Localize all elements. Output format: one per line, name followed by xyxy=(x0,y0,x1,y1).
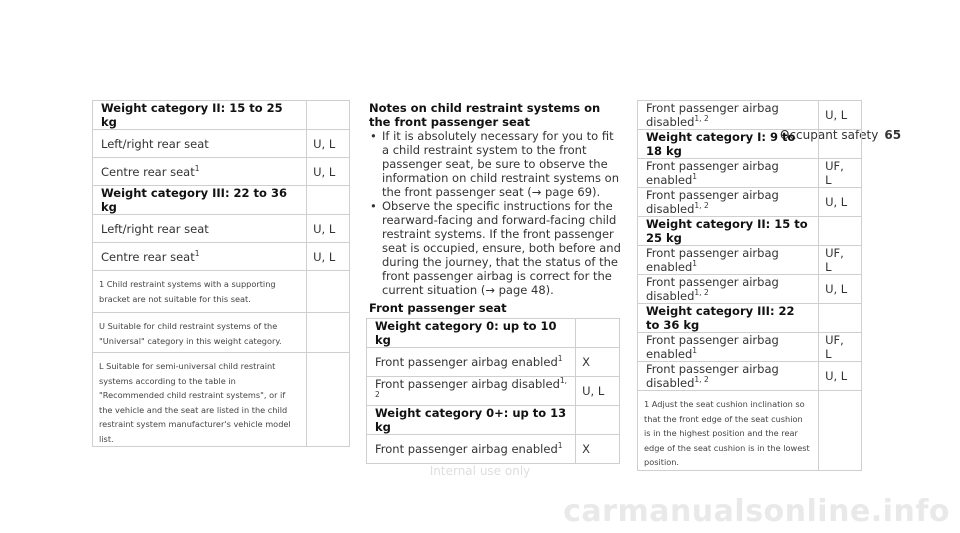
footnote-ref: 1, 2 xyxy=(694,114,709,124)
table-row xyxy=(638,188,862,217)
table-row-header xyxy=(93,186,350,215)
footnote-row xyxy=(93,313,350,353)
footnote-ref: 1 xyxy=(557,354,563,364)
suitability-value: U, L xyxy=(307,130,350,158)
note-bullet: • Observe the specific instructions for the rearward-facing and forward-facing child restraint systems. If the front passenger seat is occupied, ensure, both before and during the journey, that the status of the front passenger airbag is correct for the current situation (→ page 48). xyxy=(369,199,621,297)
footnote-ref: 1 xyxy=(194,163,200,173)
category-heading: Weight category I: 9 to 18 kg xyxy=(638,130,819,159)
airbag-status-label: Front passenger airbag enabled xyxy=(375,355,558,369)
airbag-status-label: Front passenger airbag enabled xyxy=(646,333,779,361)
table-row-header xyxy=(367,406,620,435)
table-row-header xyxy=(638,217,862,246)
table-row xyxy=(93,243,350,271)
suitability-value: U, L xyxy=(819,362,862,391)
airbag-status-label: Front passenger airbag disabled xyxy=(375,377,560,391)
footnote-ref: 1, 2 xyxy=(375,376,568,400)
table-row xyxy=(367,435,620,464)
suitability-value: UF, L xyxy=(819,246,862,275)
footnote-ref: 1, 2 xyxy=(694,288,709,298)
footnote-text: U Suitable for child restraint systems of the "Universal" category in this weight category. xyxy=(93,313,307,353)
airbag-status-label: Front passenger airbag enabled xyxy=(646,246,779,274)
category-heading: Weight category 0: up to 10 kg xyxy=(367,319,576,348)
table-row xyxy=(638,246,862,275)
airbag-status-label: Front passenger airbag disabled xyxy=(646,101,779,129)
footnote-ref: 1, 2 xyxy=(694,375,709,385)
table-row xyxy=(638,362,862,391)
footnote-text: 1 Adjust the seat cushion inclination so that the front edge of the seat cushion is in the highest position and the rear edge of the seat cushion is in the lowest position. xyxy=(638,391,819,471)
notes-section xyxy=(369,101,621,315)
footnote-text: 1 Child restraint systems with a supporting bracket are not suitable for this seat. xyxy=(93,271,307,313)
category-heading: Weight category III: 22 to 36 kg xyxy=(638,304,819,333)
table-row xyxy=(638,159,862,188)
suitability-value: U, L xyxy=(819,101,862,130)
seat-label: Centre rear seat xyxy=(101,249,195,264)
weight-category-table-front-seat xyxy=(366,318,620,464)
airbag-status-label: Front passenger airbag enabled xyxy=(646,159,779,187)
weight-category-table-front-seat-continued xyxy=(637,100,862,471)
notes-heading: Notes on child restraint systems on the front passenger seat xyxy=(369,101,601,129)
suitability-value: U, L xyxy=(819,188,862,217)
table-row xyxy=(93,215,350,243)
table-row xyxy=(638,101,862,130)
suitability-value: U, L xyxy=(307,215,350,243)
table-row xyxy=(367,377,620,406)
footnote-ref: 1, 2 xyxy=(694,201,709,211)
category-heading: Weight category II: 15 to 25 kg xyxy=(638,217,819,246)
table-row xyxy=(93,130,350,158)
seat-label: Centre rear seat xyxy=(101,164,195,179)
footnote-ref: 1 xyxy=(557,441,563,451)
category-heading: Weight category 0+: up to 13 kg xyxy=(367,406,576,435)
note-bullet: • If it is absolutely necessary for you to fit a child restraint system to the front passenger seat, be sure to observe the information on child restraint systems on the front passenger seat (→ page 69). xyxy=(369,129,621,199)
section-title: Occupant safety xyxy=(780,128,879,142)
suitability-value: UF, L xyxy=(819,333,862,362)
airbag-status-label: Front passenger airbag disabled xyxy=(646,362,779,390)
table-row-header xyxy=(93,101,350,130)
suitability-value: UF, L xyxy=(819,159,862,188)
seat-label: Left/right rear seat xyxy=(101,221,209,236)
footnote-ref: 1 xyxy=(194,248,200,258)
footnote-row xyxy=(93,353,350,447)
notes-list xyxy=(369,129,621,297)
footnote-ref: 1 xyxy=(692,172,698,182)
internal-use-watermark: Internal use only xyxy=(429,464,531,478)
suitability-value: X xyxy=(576,435,620,464)
table-row-header xyxy=(638,304,862,333)
category-heading: Weight category II: 15 to 25 kg xyxy=(93,101,307,130)
suitability-value: U, L xyxy=(576,377,620,406)
footnote-row xyxy=(638,391,862,471)
source-watermark: carmanualsonline.info xyxy=(563,494,950,529)
suitability-value: X xyxy=(576,348,620,377)
seat-label: Left/right rear seat xyxy=(101,136,209,151)
footnote-row xyxy=(93,271,350,313)
table-row xyxy=(638,275,862,304)
airbag-status-label: Front passenger airbag disabled xyxy=(646,188,779,216)
suitability-value: U, L xyxy=(307,243,350,271)
category-heading: Weight category III: 22 to 36 kg xyxy=(93,186,307,215)
footnote-text: L Suitable for semi-universal child restraint systems according to the table in "Recommended child restraint systems", or if the vehicle and the seat are listed in the child restraint system manufacturer's vehicle model list. xyxy=(93,353,307,447)
table-row xyxy=(367,348,620,377)
weight-category-table-rear-seats xyxy=(92,100,350,447)
subheading-front-passenger-seat: Front passenger seat xyxy=(369,301,507,315)
table-row xyxy=(93,158,350,186)
page-number: 65 xyxy=(884,128,902,142)
footnote-ref: 1 xyxy=(692,259,698,269)
table-row xyxy=(638,333,862,362)
airbag-status-label: Front passenger airbag disabled xyxy=(646,275,779,303)
suitability-value: U, L xyxy=(819,275,862,304)
table-row-header xyxy=(638,130,862,159)
suitability-value: U, L xyxy=(307,158,350,186)
airbag-status-label: Front passenger airbag enabled xyxy=(375,442,558,456)
table-row-header xyxy=(367,319,620,348)
footnote-ref: 1 xyxy=(692,346,698,356)
